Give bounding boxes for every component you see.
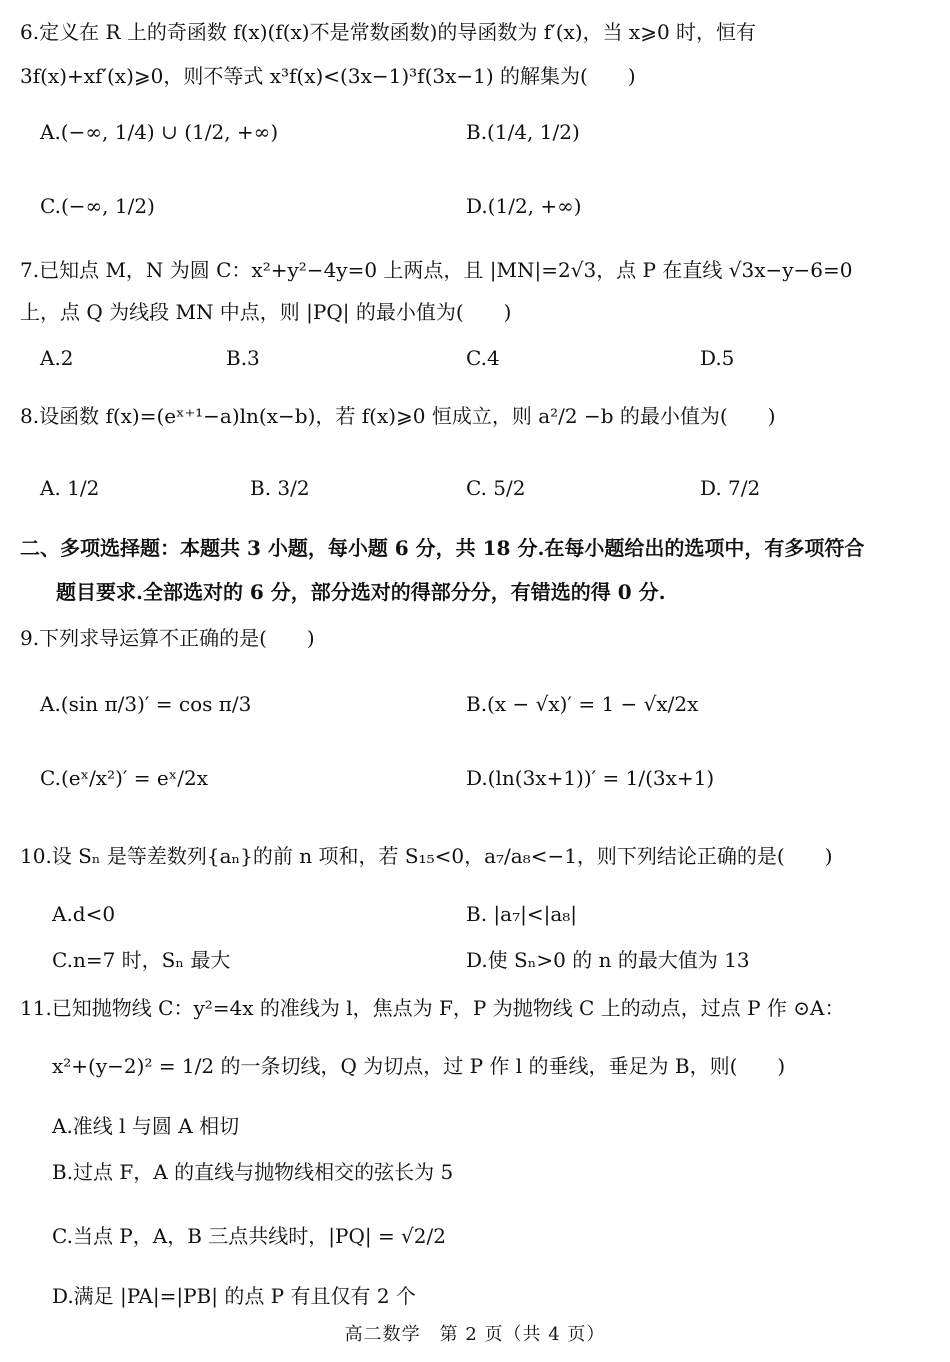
section-2-heading-line2: 题目要求.全部选对的 6 分，部分选对的得部分分，有错选的得 0 分.	[56, 580, 666, 604]
q7-stem-line2: 上，点 Q 为线段 MN 中点，则 |PQ| 的最小值为( )	[20, 300, 512, 324]
q6-option-a: A.(−∞, 1/4) ∪ (1/2, +∞)	[40, 120, 279, 144]
q7-option-d: D.5	[700, 346, 735, 370]
q11-option-d: D.满足 |PA|=|PB| 的点 P 有且仅有 2 个	[52, 1284, 416, 1308]
q10-option-d: D.使 Sₙ>0 的 n 的最大值为 13	[466, 948, 750, 972]
q6-option-d: D.(1/2, +∞)	[466, 194, 582, 218]
q11-stem-line1: 11.已知抛物线 C：y²=4x 的准线为 l，焦点为 F，P 为抛物线 C 上的动点，过点 P 作 ⊙A：	[20, 996, 845, 1020]
q11-option-b: B.过点 F，A 的直线与抛物线相交的弦长为 5	[52, 1160, 454, 1184]
q9-stem: 9.下列求导运算不正确的是( )	[20, 626, 315, 650]
q7-option-a: A.2	[40, 346, 74, 370]
q8-option-d: D. 7/2	[700, 476, 761, 500]
q8-option-b: B. 3/2	[250, 476, 310, 500]
q7-option-b: B.3	[226, 346, 260, 370]
q10-option-c: C.n=7 时，Sₙ 最大	[52, 948, 231, 972]
q9-option-a: A.(sin π/3)′ = cos π/3	[40, 692, 252, 716]
q6-stem-line2: 3f(x)+xf′(x)⩾0，则不等式 x³f(x)<(3x−1)³f(3x−1) 的解集为( )	[20, 64, 636, 88]
page-footer: 高二数学 第 2 页（共 4 页）	[344, 1324, 606, 1345]
q6-option-b: B.(1/4, 1/2)	[466, 120, 580, 144]
q11-option-a: A.准线 l 与圆 A 相切	[52, 1114, 240, 1138]
q8-option-a: A. 1/2	[40, 476, 100, 500]
q9-option-c: C.(eˣ/x²)′ = eˣ/2x	[40, 766, 208, 790]
q11-stem-line2: x²+(y−2)² = 1/2 的一条切线，Q 为切点，过 P 作 l 的垂线，垂足为 B，则( )	[52, 1054, 786, 1078]
q8-option-c: C. 5/2	[466, 476, 526, 500]
q10-option-b: B. |a₇|<|a₈|	[466, 902, 578, 926]
section-2-heading-line1: 二、多项选择题：本题共 3 小题，每小题 6 分，共 18 分.在每小题给出的选项中，有多项符合	[20, 536, 865, 560]
q9-option-b: B.(x − √x)′ = 1 − √x/2x	[466, 692, 699, 716]
q8-stem: 8.设函数 f(x)=(eˣ⁺¹−a)ln(x−b)，若 f(x)⩾0 恒成立，则 a²/2 −b 的最小值为( )	[20, 404, 776, 428]
q10-option-a: A.d<0	[52, 902, 116, 926]
q9-option-d: D.(ln(3x+1))′ = 1/(3x+1)	[466, 766, 715, 790]
q6-option-c: C.(−∞, 1/2)	[40, 194, 155, 218]
q10-stem: 10.设 Sₙ 是等差数列{aₙ}的前 n 项和，若 S₁₅<0，a₇/a₈<−1，则下列结论正确的是( )	[20, 844, 833, 868]
q7-option-c: C.4	[466, 346, 500, 370]
q7-stem-line1: 7.已知点 M，N 为圆 C：x²+y²−4y=0 上两点，且 |MN|=2√3，点 P 在直线 √3x−y−6=0	[20, 258, 853, 282]
q6-stem-line1: 6.定义在 R 上的奇函数 f(x)(f(x)不是常数函数)的导函数为 f′(x)，当 x⩾0 时，恒有	[20, 20, 757, 44]
q11-option-c: C.当点 P，A，B 三点共线时，|PQ| = √2/2	[52, 1224, 446, 1248]
